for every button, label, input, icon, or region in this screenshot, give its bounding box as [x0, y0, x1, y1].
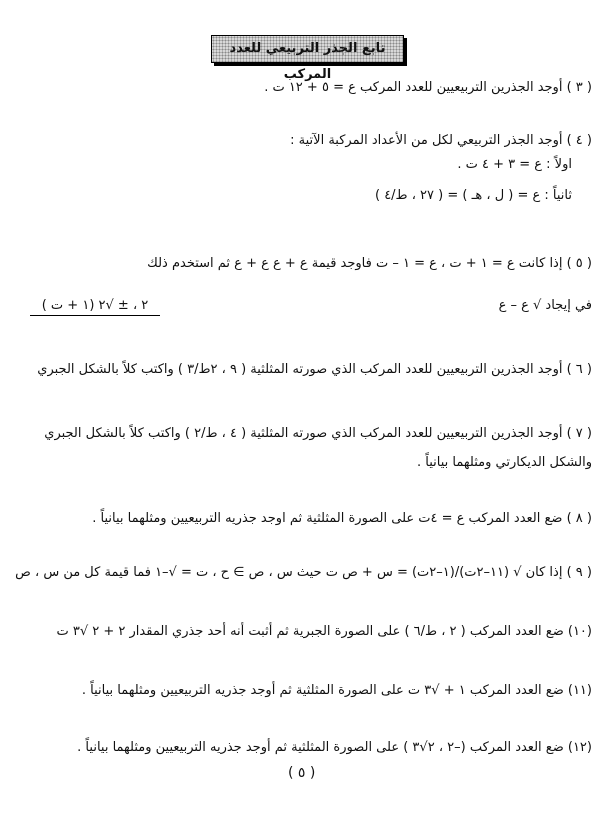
question-9: ( ٩ ) إذا كان √ (١١–٢ت)/(١–٢ت) = س + ص ت حيث س ، ص ∋ ح ، ت = √–١ فما قيمة كل من س ، ص	[15, 565, 592, 580]
question-3: ( ٣ ) أوجد الجذرين التربيعيين للعدد المركب ع = ٥ + ١٢ ت .	[264, 80, 592, 95]
question-5-find: في إيجاد √ ع – ع	[498, 298, 592, 313]
question-7-line2: والشكل الديكارتي ومثلهما بيانياً .	[417, 455, 592, 470]
question-5-lead: ( ٥ ) إذا كانت ع = ١ + ت ، ع = ١ – ت فاوجد قيمة ع + ع ع + ع ثم استخدم ذلك	[147, 256, 592, 271]
question-10: (١٠) ضع العدد المركب ( ٢ ، ط/٦ ) على الصورة الجبرية ثم أثبت أنه أحد جذري المقدار ٢ + ٢ √٣ ت	[56, 624, 592, 639]
question-12: (١٢) ضع العدد المركب (–٢ ، ٢√٣ ) على الصورة المثلثية ثم أوجد جذريه التربيعيين ومثلهما بيانياً .	[77, 740, 592, 755]
question-8: ( ٨ ) ضع العدد المركب ع = ٤ت على الصورة المثلثية ثم اوجد جذريه التربيعيين ومثلهما بيانياً .	[92, 511, 592, 526]
question-6: ( ٦ ) أوجد الجذرين التربيعيين للعدد المركب الذي صورته المثلثية ( ٩ ، ٢ط/٣ ) واكتب كلاً بالشكل الجبري	[37, 362, 592, 377]
page-title: تابع الجذر التربيعي للعدد المركب	[211, 35, 404, 63]
page-number: ( ٥ )	[288, 765, 316, 781]
question-11: (١١) ضع العدد المركب ١ + √٣ ت على الصورة المثلثية ثم أوجد جذريه التربيعيين ومثلهما بيانياً .	[81, 683, 592, 698]
question-4-lead: ( ٤ ) أوجد الجذر التربيعي لكل من الأعداد المركبة الآتية :	[290, 133, 592, 148]
question-4-first: اولاً : ع = ٣ + ٤ ت .	[457, 157, 572, 172]
question-4-second: ثانياً : ع = ( ل ، هـ ) = ( ٢٧ ، ط/٤ )	[374, 188, 572, 203]
question-7-line1: ( ٧ ) أوجد الجذرين التربيعيين للعدد المركب الذي صورته المثلثية ( ٤ ، ط/٢ ) واكتب كلاً بالشكل الجبري	[44, 426, 592, 441]
question-5-answer: ٢ ، ± √٢ (١ + ت )	[30, 298, 160, 316]
